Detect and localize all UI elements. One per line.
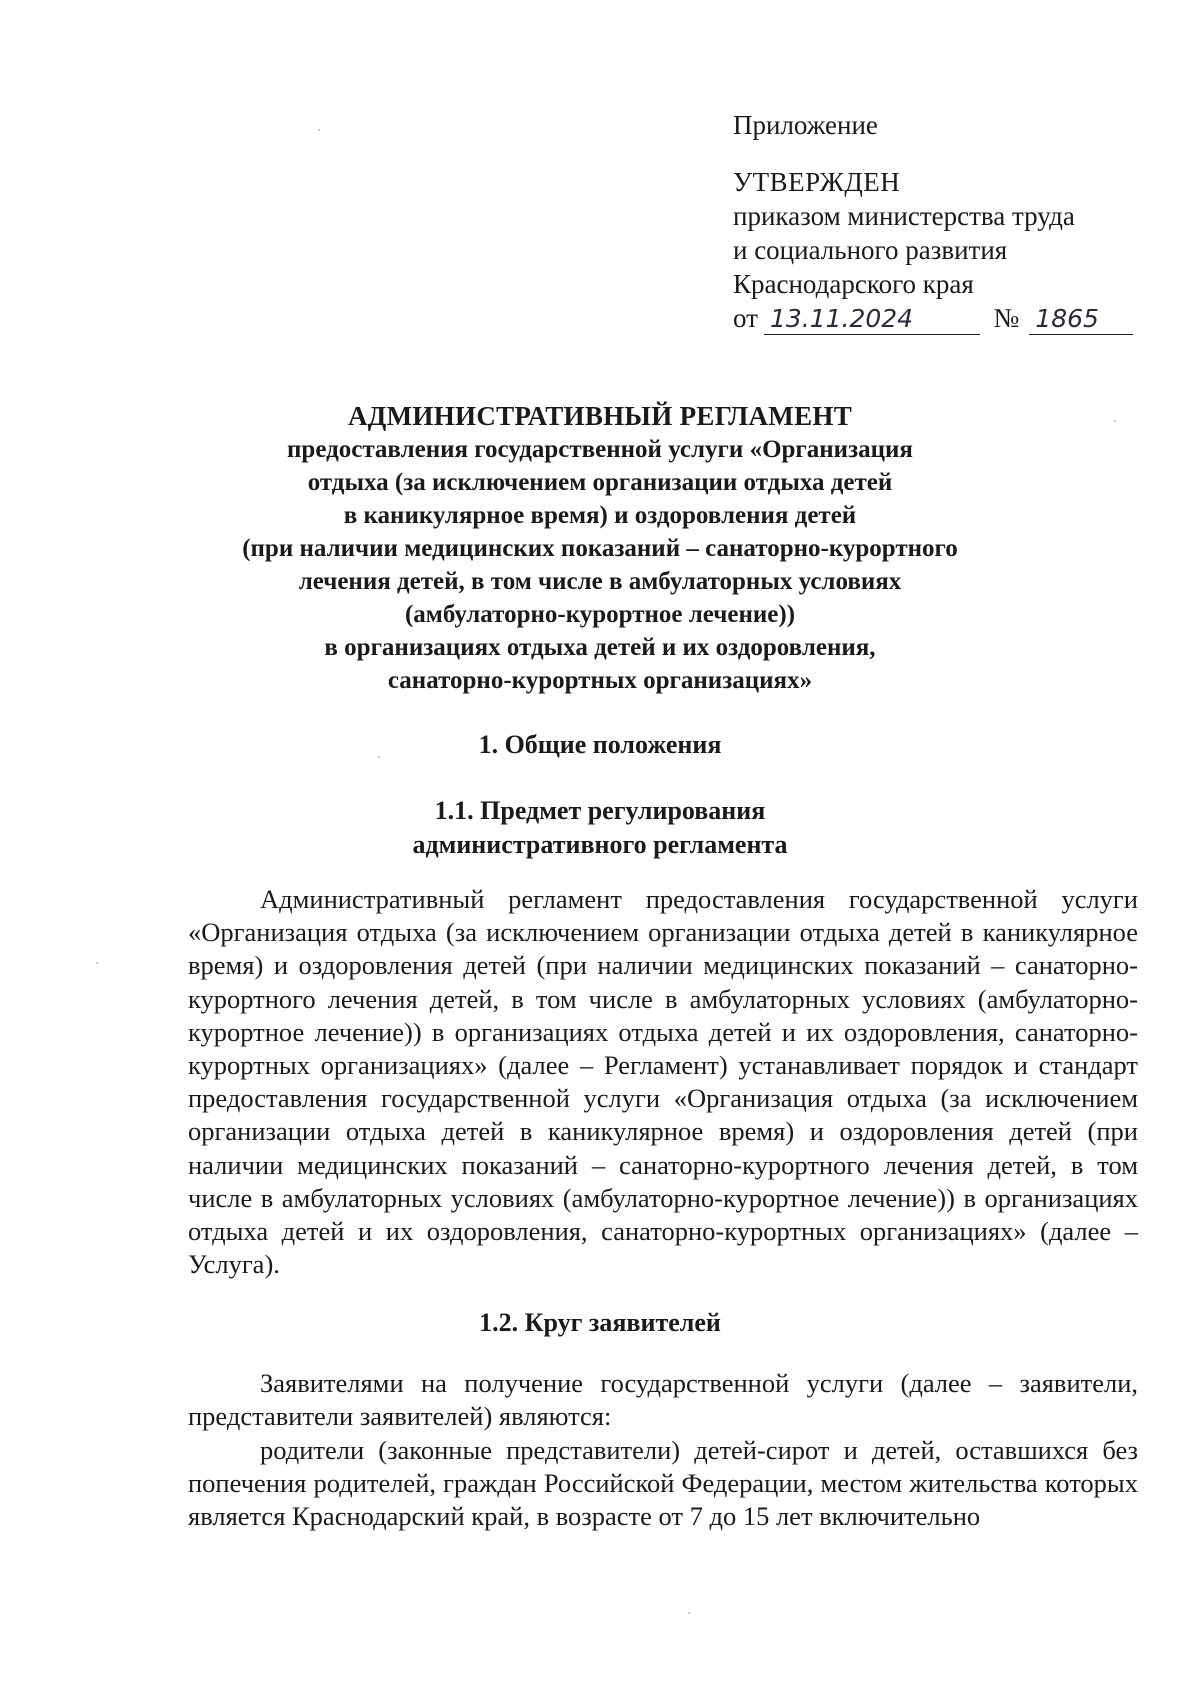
scan-speck [1114, 420, 1116, 422]
order-number-handwritten: 1865 [1029, 304, 1133, 335]
scan-speck [688, 1612, 690, 1614]
paragraph-subject: Административный регламент предоставления государственной услуги «Организация отдыха (за исключением организации отдыха детей в каникулярное время) и оздоровления детей (при наличии медицинских показаний – санаторно-курортного лечения детей, в том числе в амбулаторных условиях (амбулаторно-курортное лечение)) в организациях отдыха детей и их оздоровления, санаторно-курортных организациях» (далее – Регламент) устанавливает порядок и стандарт предоставления государственной услуги «Организация отдыха (за исключением организации отдыха детей в каникулярное время) и оздоровления детей (при наличии медицинских показаний – санаторно-курортного лечения детей, в том числе в амбулаторных условиях (амбулаторно-курортное лечение)) в организациях отдыха детей и их оздоровления, санаторно-курортных организациях» (далее – Услуга). [188, 884, 1138, 1280]
order-date-handwritten: 13.11.2024 [764, 304, 980, 335]
order-date-number-row [733, 301, 1133, 335]
title-line: лечения детей, в том числе в амбулаторных условиях [298, 568, 902, 595]
paragraph-applicants-intro: Заявителями на получение государственной услуги (далее – заявители, представители заявителей) являются: [188, 1368, 1138, 1432]
appendix-label: Приложение [733, 110, 878, 140]
heading-line: административного регламента [412, 830, 788, 859]
paragraph-applicants-item: родители (законные представители) детей-сирот и детей, оставшихся без попечения родителей, граждан Российской Федерации, местом жительства которых является Краснодарский край, в возрасте от 7 до 15 лет включительно [188, 1435, 1138, 1532]
order-line-1: приказом министерства труда [733, 201, 1075, 231]
section-heading-applicants: 1.2. Круг заявителей [479, 1308, 721, 1337]
scan-speck [318, 129, 320, 131]
number-prefix: № [993, 303, 1020, 333]
title-line: в организациях отдыха детей и их оздоровления, [324, 634, 876, 661]
document-title [170, 400, 1030, 697]
date-prefix: от [733, 303, 758, 333]
order-line-3: Краснодарского края [733, 269, 974, 299]
heading-line: 1.1. Предмет регулирования [434, 796, 766, 825]
title-line: предоставления государственной услуги «Организация [287, 436, 913, 463]
title-line: (при наличии медицинских показаний – санаторно-курортного [242, 535, 958, 562]
title-main: АДМИНИСТРАТИВНЫЙ РЕГЛАМЕНТ [347, 401, 853, 431]
approved-label: УТВЕРЖДЕН [733, 167, 901, 197]
order-line-2: и социального развития [733, 235, 1008, 265]
scan-speck [378, 756, 380, 758]
title-line: отдыха (за исключением организации отдыха детей [307, 469, 893, 496]
title-line: (амбулаторно-курортное лечение)) [404, 601, 796, 628]
section-heading-subject [170, 794, 1030, 862]
section-heading-general: 1. Общие положения [478, 730, 722, 759]
title-line: санаторно-курортных организациях» [387, 667, 813, 694]
scan-speck [96, 962, 98, 964]
approval-block [733, 108, 1133, 335]
title-line: в каникулярное время) и оздоровления детей [343, 502, 857, 529]
